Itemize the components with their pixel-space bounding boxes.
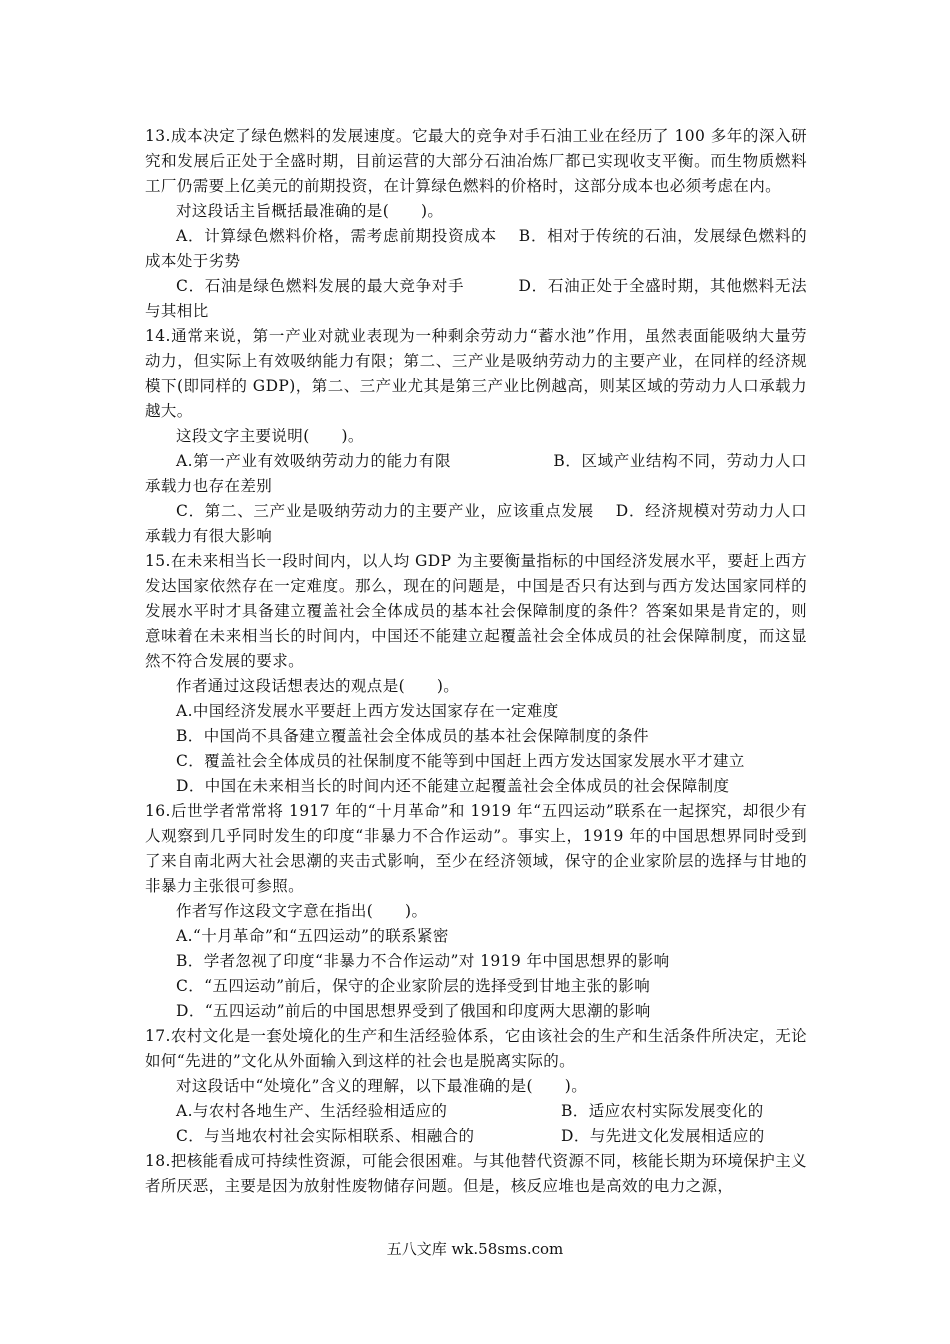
q17-options-cd [145, 1124, 807, 1149]
q15-option-c: C．覆盖社会全体成员的社保制度不能等到中国赶上西方发达国家发展水平才建立 [176, 752, 745, 770]
q17-option-a: A.与农村各地生产、生活经验相适应的 [176, 1102, 448, 1120]
q16-option-a: A.“十月革命”和“五四运动”的联系紧密 [176, 927, 449, 945]
q13-stem: 13.成本决定了绿色燃料的发展速度。它最大的竞争对手石油工业在经历了 100 多年的深入研究和发展后正处于全盛时期，目前运营的大部分石油冶炼厂都已实现收支平衡。而生物质燃料工厂仍需要上亿美元的前期投资，在计算绿色燃料的价格时，这部分成本也必须考虑在内。 [145, 127, 807, 195]
q16-option-b: B．学者忽视了印度“非暴力不合作运动”对 1919 年中国思想界的影响 [176, 952, 670, 970]
q15-stem: 15.在未来相当长一段时间内，以人均 GDP 为主要衡量指标的中国经济发展水平，要赶上西方发达国家依然存在一定难度。那么，现在的问题是，中国是否只有达到与西方发达国家同样的发展水平时才具备建立覆盖社会全体成员的基本社会保障制度的条件？答案如果是肯定的，则意味着在未来相当长的时间内，中国还不能建立起覆盖社会全体成员的社会保障制度，而这显然不符合发展的要求。 [145, 552, 807, 670]
q17-option-c: C．与当地农村社会实际相联系、相融合的 [176, 1127, 475, 1145]
q16-option-c: C．“五四运动”前后，保守的企业家阶层的选择受到甘地主张的影响 [176, 977, 651, 995]
q14-prompt: 这段文字主要说明( )。 [176, 427, 364, 445]
q14-options-ab: A.第一产业有效吸纳劳动力的能力有限 B．区域产业结构不同，劳动力人口承载力也存在差别 [145, 452, 807, 495]
page-footer: 五八文库 wk.58sms.com [386, 1240, 564, 1258]
q13-prompt: 对这段话主旨概括最准确的是( )。 [176, 202, 444, 220]
q16-option-d: D．“五四运动”前后的中国思想界受到了俄国和印度两大思潮的影响 [176, 1002, 651, 1020]
q18-stem: 18.把核能看成可持续性资源，可能会很困难。与其他替代资源不同，核能长期为环境保护主义者所厌恶，主要是因为放射性废物储存问题。但是，核反应堆也是高效的电力之源， [145, 1152, 807, 1195]
q15-prompt: 作者通过这段话想表达的观点是( )。 [176, 677, 460, 695]
q15-option-a: A.中国经济发展水平要赶上西方发达国家存在一定难度 [176, 702, 559, 720]
q14-options-cd: C．第二、三产业是吸纳劳动力的主要产业，应该重点发展 D．经济规模对劳动力人口承载力有很大影响 [145, 502, 807, 545]
q13-options-cd: C．石油是绿色燃料发展的最大竞争对手 D．石油正处于全盛时期，其他燃料无法与其相比 [145, 277, 807, 320]
q14-stem: 14.通常来说，第一产业对就业表现为一种剩余劳动力“蓄水池”作用，虽然表面能吸纳大量劳动力，但实际上有效吸纳能力有限；第二、三产业是吸纳劳动力的主要产业，在同样的经济规模下(即同样的 GDP)，第二、三产业尤其是第三产业比例越高，则某区域的劳动力人口承载力越大。 [145, 327, 807, 420]
q17-options-ab [145, 1099, 807, 1124]
q17-stem: 17.农村文化是一套处境化的生产和生活经验体系，它由该社会的生产和生活条件所决定，无论如何“先进的”文化从外面输入到这样的社会也是脱离实际的。 [145, 1027, 807, 1070]
q16-stem: 16.后世学者常常将 1917 年的“十月革命”和 1919 年“五四运动”联系在一起探究，却很少有人观察到几乎同时发生的印度“非暴力不合作运动”。事实上，1919 年的中国思想界同时受到了来自南北两大社会思潮的夹击式影响，至少在经济领域，保守的企业家阶层的选择与甘地的非暴力主张很可参照。 [145, 802, 807, 895]
q15-option-d: D．中国在未来相当长的时间内还不能建立起覆盖社会全体成员的社会保障制度 [176, 777, 730, 795]
q16-prompt: 作者写作这段文字意在指出( )。 [176, 902, 428, 920]
q13-options-ab: A．计算绿色燃料价格，需考虑前期投资成本 B．相对于传统的石油，发展绿色燃料的成本处于劣势 [145, 227, 807, 270]
document-body [145, 124, 807, 1199]
q17-prompt: 对这段话中“处境化”含义的理解，以下最准确的是( )。 [176, 1077, 588, 1095]
q17-option-b: B．适应农村实际发展变化的 [561, 1102, 764, 1120]
q17-option-d: D．与先进文化发展相适应的 [561, 1127, 765, 1145]
q15-option-b: B．中国尚不具备建立覆盖社会全体成员的基本社会保障制度的条件 [176, 727, 649, 745]
